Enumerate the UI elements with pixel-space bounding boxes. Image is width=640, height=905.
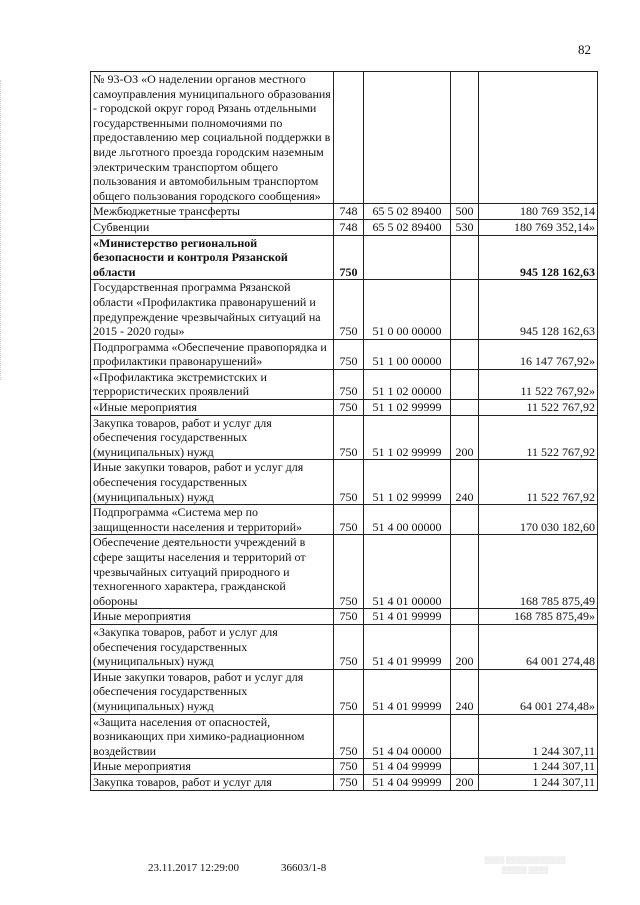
page-number: 82 xyxy=(578,42,591,57)
table-row xyxy=(91,235,598,280)
row-csr: 51 4 01 99999 xyxy=(364,609,451,625)
table-row xyxy=(91,535,598,609)
row-ved: 748 xyxy=(334,204,364,220)
row-vr xyxy=(451,609,479,625)
row-vr xyxy=(451,369,479,399)
budget-table xyxy=(90,71,598,791)
row-ved: 750 xyxy=(334,369,364,399)
row-ved: 750 xyxy=(334,609,364,625)
table-row xyxy=(91,72,598,204)
row-sum: 180 769 352,14» xyxy=(479,219,598,235)
row-name: Иные закупки товаров, работ и услуг для обеспечения государственных (муниципальных) нужд xyxy=(91,460,334,505)
row-csr: 51 4 04 99999 xyxy=(364,774,451,790)
row-name: Подпрограмма «Система мер по защищенности населения и территорий» xyxy=(91,505,334,535)
row-ved: 750 xyxy=(334,669,364,714)
row-ved: 750 xyxy=(334,235,364,280)
footer-doc-number: 36603/1-8 xyxy=(281,862,327,874)
row-vr: 200 xyxy=(451,415,479,460)
table-row xyxy=(91,204,598,220)
table-row xyxy=(91,369,598,399)
row-vr: 200 xyxy=(451,624,479,669)
row-ved: 750 xyxy=(334,714,364,759)
row-sum: 11 522 767,92 xyxy=(479,400,598,416)
row-name: «Министерство региональной безопасности и контроля Рязанской области xyxy=(91,235,334,280)
row-ved: 750 xyxy=(334,535,364,609)
row-ved: 750 xyxy=(334,400,364,416)
row-vr: 240 xyxy=(451,460,479,505)
row-csr xyxy=(364,72,451,204)
row-vr xyxy=(451,535,479,609)
row-name: Подпрограмма «Обеспечение правопорядка и профилактики правонарушений» xyxy=(91,339,334,369)
row-sum: 16 147 767,92» xyxy=(479,339,598,369)
row-name: «Закупка товаров, работ и услуг для обеспечения государственных (муниципальных) нужд xyxy=(91,624,334,669)
table-row xyxy=(91,280,598,339)
row-sum: 170 030 182,60 xyxy=(479,505,598,535)
row-name: № 93-ОЗ «О наделении органов местного самоуправления муниципального образования - городской округ город Рязань отдельными государственными полномочиями по предоставлению мер социальной поддержки в виде льготного проезда городским наземным электрическим транспортом общего пользования и автомобильным транспортом общего пользования городского сообщения» xyxy=(91,72,334,204)
row-name: Закупка товаров, работ и услуг для xyxy=(91,774,334,790)
row-sum xyxy=(479,72,598,204)
row-ved: 748 xyxy=(334,219,364,235)
table-row xyxy=(91,774,598,790)
row-vr: 500 xyxy=(451,204,479,220)
table-row xyxy=(91,505,598,535)
row-sum: 11 522 767,92» xyxy=(479,369,598,399)
row-csr: 51 1 02 00000 xyxy=(364,369,451,399)
row-csr: 51 1 02 99999 xyxy=(364,460,451,505)
row-csr: 65 5 02 89400 xyxy=(364,204,451,220)
row-csr: 65 5 02 89400 xyxy=(364,219,451,235)
row-sum: 945 128 162,63 xyxy=(479,280,598,339)
row-name: «Защита населения от опасностей, возникающих при химико-радиационном воздействии xyxy=(91,714,334,759)
row-sum: 1 244 307,11 xyxy=(479,774,598,790)
row-csr: 51 4 00 00000 xyxy=(364,505,451,535)
row-name: «Иные мероприятия xyxy=(91,400,334,416)
row-sum: 11 522 767,92 xyxy=(479,415,598,460)
row-ved xyxy=(334,72,364,204)
table-row xyxy=(91,624,598,669)
row-csr: 51 0 00 00000 xyxy=(364,280,451,339)
row-name: Иные мероприятия xyxy=(91,759,334,775)
row-vr xyxy=(451,235,479,280)
row-vr xyxy=(451,280,479,339)
row-csr: 51 4 01 00000 xyxy=(364,535,451,609)
row-vr xyxy=(451,759,479,775)
row-csr: 51 1 02 99999 xyxy=(364,400,451,416)
budget-table-body xyxy=(91,72,598,791)
row-csr xyxy=(364,235,451,280)
row-csr: 51 4 01 99999 xyxy=(364,624,451,669)
row-ved: 750 xyxy=(334,505,364,535)
row-ved: 750 xyxy=(334,774,364,790)
row-vr xyxy=(451,72,479,204)
row-sum: 945 128 162,63 xyxy=(479,235,598,280)
table-row xyxy=(91,219,598,235)
row-sum: 64 001 274,48» xyxy=(479,669,598,714)
row-vr: 200 xyxy=(451,774,479,790)
row-vr: 240 xyxy=(451,669,479,714)
row-vr xyxy=(451,400,479,416)
row-name: Иные мероприятия xyxy=(91,609,334,625)
footer-datetime: 23.11.2017 12:29:00 xyxy=(148,862,239,874)
table-row xyxy=(91,759,598,775)
row-sum: 180 769 352,14 xyxy=(479,204,598,220)
faint-stamp-watermark: ▒▒▒▒ ▒▒▒▒▒▒▒▒▒▒▒▒ ▒▒▒▒▒ ▒▒▒▒ xyxy=(484,856,566,874)
row-csr: 51 1 00 00000 xyxy=(364,339,451,369)
row-name: Закупка товаров, работ и услуг для обеспечения государственных (муниципальных) нужд xyxy=(91,415,334,460)
row-vr: 530 xyxy=(451,219,479,235)
row-ved: 750 xyxy=(334,759,364,775)
table-row xyxy=(91,669,598,714)
row-ved: 750 xyxy=(334,339,364,369)
table-row xyxy=(91,609,598,625)
row-name: Государственная программа Рязанской области «Профилактика правонарушений и предупреждение чрезвычайных ситуаций на 2015 - 2020 годы» xyxy=(91,280,334,339)
row-sum: 64 001 274,48 xyxy=(479,624,598,669)
row-sum: 11 522 767,92 xyxy=(479,460,598,505)
row-sum: 1 244 307,11 xyxy=(479,714,598,759)
row-ved: 750 xyxy=(334,280,364,339)
row-ved: 750 xyxy=(334,415,364,460)
table-row xyxy=(91,714,598,759)
table-row xyxy=(91,460,598,505)
row-csr: 51 4 04 00000 xyxy=(364,714,451,759)
row-csr: 51 4 04 99999 xyxy=(364,759,451,775)
table-row xyxy=(91,415,598,460)
row-sum: 168 785 875,49» xyxy=(479,609,598,625)
table-row xyxy=(91,400,598,416)
row-csr: 51 1 02 99999 xyxy=(364,415,451,460)
row-vr xyxy=(451,339,479,369)
row-csr: 51 4 01 99999 xyxy=(364,669,451,714)
table-row xyxy=(91,339,598,369)
row-vr xyxy=(451,714,479,759)
row-ved: 750 xyxy=(334,624,364,669)
row-name: Иные закупки товаров, работ и услуг для обеспечения государственных (муниципальных) нужд xyxy=(91,669,334,714)
row-vr xyxy=(451,505,479,535)
row-sum: 1 244 307,11 xyxy=(479,759,598,775)
row-name: Межбюджетные трансферты xyxy=(91,204,334,220)
row-name: Субвенции xyxy=(91,219,334,235)
row-name: Обеспечение деятельности учреждений в сфере защиты населения и территорий от чрезвычайных ситуаций природного и техногенного характера, гражданской обороны xyxy=(91,535,334,609)
row-ved: 750 xyxy=(334,460,364,505)
row-name: «Профилактика экстремистских и террористических проявлений xyxy=(91,369,334,399)
scan-edge-marks xyxy=(0,80,4,380)
row-sum: 168 785 875,49 xyxy=(479,535,598,609)
